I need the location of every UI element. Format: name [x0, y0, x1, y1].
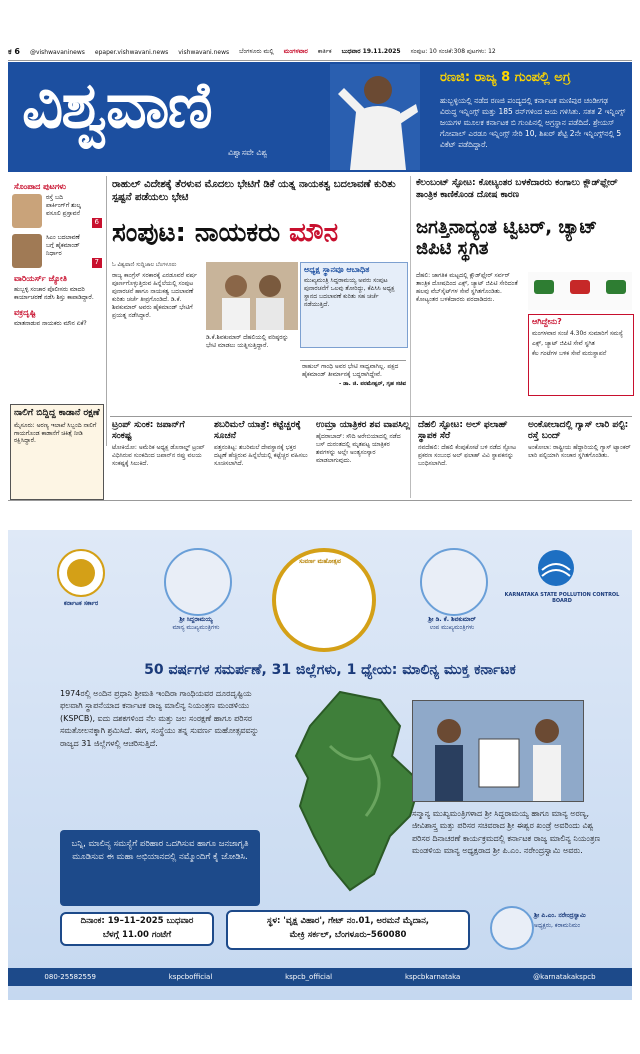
board-name: KARNATAKA STATE POLLUTION CONTROL BOARD [504, 592, 620, 604]
brief-body: ಟೋಕಿಯೋ: ಅಮೆರಿಕ ಅಧ್ಯಕ್ಷ ಡೊನಾಲ್ಡ್ ಟ್ರಂಪ್ ವಿಧಿಸಿರುವ ಸುಂಕದಿಂದ ಜಪಾನ್‌ನ ರಫ್ತು ವಲಯ ಸಂಕಷ್ಟಕ್ಕೆ ಸಿಲುಕಿದೆ. [112, 443, 205, 467]
event-date: ದಿನಾಂಕ: 19–11–2025 ಬುಧವಾರ [80, 916, 194, 926]
column-divider [410, 176, 411, 498]
lead-sidebox-title: ಅಧ್ಯಕ್ಷ ಸ್ಥಾನವೂ ಆಬಾಧಿತ [304, 265, 370, 274]
venue-line-1: ಸ್ಥಳ: 'ವೃಕ್ಷ ವಿಹಾರ', ಗೇಟ್ ನಂ.01, ಅರಮನೆ ಮೈದಾನ, [266, 916, 430, 926]
boxed-story-body: ಮೈಸೂರು: ಅರಣ್ಯ ಇಲಾಖೆ ಸಿಬ್ಬಂದಿ ನಾಲಿಗೆ ಗಾಯಗೊಂಡ ಕಾಡಾನೆಗೆ ಚಿಕಿತ್ಸೆ ನೀಡಿ ರಕ್ಷಿಸಿದ್ದಾರೆ. [14, 421, 97, 445]
venue-line-2: ಮೇಕ್ರಿ ಸರ್ಕಲ್, ಬೆಂಗಳೂರು–560080 [289, 930, 407, 940]
tagline: ವಿಶ್ವಾಸವೇ ವಿಶ್ವ [228, 148, 268, 157]
website-handle[interactable]: kspcbkarnataka [404, 973, 461, 981]
quote-text: ರಾಹುಲ್ ಗಾಂಧಿ ಅವರ ಭೇಟಿ ಸಾಧ್ಯವಾಗಿಲ್ಲ. ಪಕ್ಷದ ಹೈಕಮಾಂಡ್ ತೀರ್ಮಾನಕ್ಕೆ ಬದ್ಧರಾಗಿದ್ದೇವೆ. [302, 363, 399, 379]
page-ref-badge: 6 [92, 218, 102, 228]
site-link[interactable]: vishwavani.news [178, 48, 230, 56]
ad-footer [8, 968, 632, 986]
lead-byline: ಓ ವಿಶ್ವವಾಣಿ ಸುದ್ದಿಜಾಲ ಬೆಂಗಳೂರು [112, 262, 177, 268]
event-time: ಬೆಳಗ್ಗೆ 11.00 ಗಂಟೆಗೆ [102, 930, 172, 940]
sidebar-item-text: ಸಿಎಂ ಬದಲಾವಣೆ ಬಗ್ಗೆ ಹೈಕಮಾಂಡ್ ನಿರ್ಧಾರ [46, 234, 80, 257]
lead-photo [206, 262, 298, 330]
briefs-top-rule [110, 416, 632, 417]
twitter-handle-footer[interactable]: @karnatakakspcb [533, 973, 596, 981]
brief-story[interactable] [112, 420, 206, 498]
brief-title: ಶಬರಿಮಲೆ ಯಾತ್ರೆ: ಕಟ್ಟೆಚ್ಚರಕ್ಕೆ ಸೂಚನೆ [214, 420, 301, 441]
brief-body: ಹೈದರಾಬಾದ್: ಸೌದಿ ಅರೇಬಿಯಾದಲ್ಲಿ ನಡೆದ ಬಸ್ ದುರಂತದಲ್ಲಿ ಮೃತಪಟ್ಟ ಯಾತ್ರಿಕರ ಶವಗಳನ್ನು ಅಲ್ಲೇ ಅಂತ್ಯಸಂಸ್ಕಾರ ಮಾಡಲಾಗುವುದು. [316, 432, 401, 465]
brief-story[interactable] [316, 420, 410, 498]
date-label: ಬುಧವಾರ 19.11.2025 [341, 48, 401, 55]
ad-left-text: 1974ರಲ್ಲಿ ಅಂದಿನ ಪ್ರಧಾನಿ ಶ್ರೀಮತಿ ಇಂದಿರಾ ಗಾಂಧಿಯವರ ದೂರದೃಷ್ಟಿಯ ಫಲವಾಗಿ ಸ್ಥಾಪನೆಯಾದ ಕರ್ನಾಟಕ ರಾಜ್ಯ ಮಾಲಿನ್ಯ ನಿಯಂತ್ರಣ ಮಂಡಳಿಯು (KSPCB), ಐದು ದಶಕಗಳಿಂದ ನೆಲ ಮತ್ತು ಜಲ ಸಂರಕ್ಷಣೆ ಹಾಗೂ ಪರಿಸರ ಸಮತೋಲನಕ್ಕಾಗಿ ಶ್ರಮಿಸಿದೆ. ಈಗ, ಸಂಸ್ಥೆಯು ತನ್ನ ಸುವರ್ಣ ಮಹೋತ್ಸವವನ್ನು ರಾಜ್ಯದ 31 ಜಿಲ್ಲೆಗಳಲ್ಲಿ ಆಚರಿಸುತ್ತಿದೆ. [60, 689, 259, 748]
lead-kicker[interactable]: ರಾಹುಲ್ ವಿದೇಶಕ್ಕೆ ತೆರಳುವ ಮೊದಲು ಭೇಟಿಗೆ ಡಿಕೆ ಯತ್ನ ನಾಯಕತ್ವ ಬದಲಾವಣೆ ಕುರಿತು ಸ್ಪಷ್ಟನೆ ಪಡೆಯಲು ಭೇಟಿ [112, 179, 396, 203]
chairman-subcaption: ಅಧ್ಯಕ್ಷರು, ಕರಾಮನಿಮಂ [534, 922, 581, 929]
day-label: ಮಂಗಳವಾರ [283, 48, 308, 55]
event-photo [412, 700, 584, 802]
brief-title: ಟ್ರಂಪ್ ಸುಂಕ: ಜಪಾನ್‌ಗೆ ಸಂಕಷ್ಟ [112, 420, 185, 441]
quote-author: - ಡಾ. ಜಿ. ಪರಮೇಶ್ವರ್, ಗೃಹ ಸಚಿವ [338, 381, 406, 388]
right-headline[interactable]: ಜಗತ್ತಿನಾದ್ಯಂತ ಟ್ವಿಟರ್, ಚ್ಯಾಟ್ ಜಿಪಿಟಿ ಸ್ಥಗಿತ [416, 217, 598, 259]
volume-label: ಸಂಪುಟ: 10 ಸಂಚಿಕೆ:308 ಪುಟಗಳು: 12 [410, 48, 496, 55]
call-to-action-box: ಬನ್ನಿ, ಮಾಲಿನ್ಯ ಸಮಸ್ಯೆಗೆ ಪರಿಹಾರ ಒದಗಿಸುವ ಹಾಗೂ ಜನಜಾಗೃತಿ ಮೂಡಿಸುವ ಈ ಮಹಾ ಅಭಿಯಾನದಲ್ಲಿ ನಮ್ಮೊಂದಿಗೆ ಕೈ ಜೋಡಿಸಿ. [60, 830, 260, 906]
cm-caption: ಶ್ರೀ ಸಿದ್ದರಾಮಯ್ಯ [179, 616, 213, 623]
twitter-handle: @vishwavaninews [29, 48, 85, 56]
explainer-item: ಎಕ್ಸ್, ಚ್ಯಾಟ್ ಜಿಪಿಟಿ ಸೇವೆ ಸ್ಥಗಿತ [532, 340, 595, 348]
facebook-handle[interactable]: kspcbofficial [168, 973, 213, 981]
kspcb-logo-icon [536, 548, 576, 588]
page-ref-badge: 7 [92, 258, 102, 268]
quote-box [300, 360, 406, 409]
right-body: ದೆಹಲಿ: ಜಾಗತಿಕ ಮಟ್ಟದಲ್ಲಿ ಕ್ಲೌಡ್‌ಫ್ಲೇರ್ ಸರ್ವರ್ ತಾಂತ್ರಿಕ ದೋಷದಿಂದ ಎಕ್ಸ್, ಚ್ಯಾಟ್ ಜಿಪಿಟಿ ಸೇರಿದಂತೆ ಹಲವು ವೆಬ್‌ಸೈಟ್‌ಗಳ ಸೇವೆ ಸ್ಥಗಿತಗೊಂಡಿತು. ಕೋಟ್ಯಂತರ ಬಳಕೆದಾರರು ಪರದಾಡಿದರು. [416, 272, 518, 304]
sidebar-heading: ಸೊಂಪಾದ ಪುಟಗಳು [14, 182, 67, 191]
cm-portrait [164, 548, 232, 616]
chairman-portrait [490, 906, 534, 950]
phone-number[interactable]: 080-25582559 [44, 973, 96, 981]
brief-story[interactable] [418, 420, 522, 498]
brief-story[interactable] [214, 420, 308, 498]
person-thumbnail [12, 194, 42, 228]
lead-headline-text: ಸಂಪುಟ: ನಾಯಕರು [112, 218, 290, 248]
sidebar-text: ಹುಬ್ಬಳ್ಳಿ ಸಂಚಾರ ಪೊಲೀಸರು ಮಾದರಿ ಕಾರ್ಯಾಚರಣೆ ನಡೆಸಿ ಶಿಸ್ತು ಕಾಪಾಡಿದ್ದಾರೆ. [14, 286, 94, 301]
brief-body: ನವದೆಹಲಿ: ದೆಹಲಿ ಕೆಂಪುಕೋಟೆ ಬಳಿ ನಡೆದ ಸ್ಫೋಟ ಪ್ರಕರಣ ಸಂಬಂಧ ಅಲ್ ಫಲಾಹ್ ವಿವಿ ಸ್ಥಾಪಕನನ್ನು ಬಂಧಿಸಲಾಗಿದೆ. [418, 443, 517, 467]
explainer-item: ಕೆಲ ಗಂಟೆಗಳ ಬಳಿಕ ಸೇವೆ ಮರುಸ್ಥಾಪನೆ [532, 350, 607, 358]
karnataka-emblem-icon [56, 548, 106, 598]
cm-subcaption: ಮಾನ್ಯ ಮುಖ್ಯಮಂತ್ರಿಗಳು [172, 624, 220, 631]
ranji-body: ಹುಬ್ಬಳ್ಳಿಯಲ್ಲಿ ನಡೆದ ರಣಜಿ ಪಂದ್ಯದಲ್ಲಿ ಕರ್ನಾಟಕ ಮಣಿಪುರ ಚಂಡೀಗಢ ವಿರುದ್ಧ ಇನ್ನಿಂಗ್ಸ್ ಮತ್ತು 185 ರನ್‌ಗಳಿಂದ ಜಯ ಗಳಿಸಿತು. ಸತತ 2 ಇನ್ನಿಂಗ್ಸ್ ಜಯಗಳ ಮೂಲಕ ಕರ್ನಾಟಕ ಬಿ ಗುಂಪಿನಲ್ಲಿ ಅಗ್ರಸ್ಥಾನ ಪಡೆದಿದೆ. ಶ್ರೇಯಸ್ ಗೋಪಾಲ್ ಎರಡೂ ಇನ್ನಿಂಗ್ಸ್ ಸೇರಿ 10, ಶಿಖರ್ ಶೆಟ್ಟಿ 2ನೇ ಇನ್ನಿಂಗ್ಸ್‌ನಲ್ಲಿ 5 ವಿಕೆಟ್ ಪಡೆದಿದ್ದಾರೆ. [440, 96, 626, 149]
sidebar-item-text: ರಸ್ತೆ ಬದಿ ಪಾರ್ಕಿಂಗ್‌ಗೆ ಶುಲ್ಕ ವಸೂಲಿ ಪ್ರಸ್ತಾವನೆ [46, 194, 81, 217]
explainer-item: ಮಂಗಳವಾರ ಸಂಜೆ 4.30ರ ಸುಮಾರಿಗೆ ಸಮಸ್ಯೆ [532, 330, 624, 337]
ad-right-text: ಸನ್ಮಾನ್ಯ ಮುಖ್ಯಮಂತ್ರಿಗಳಾದ ಶ್ರೀ ಸಿದ್ದರಾಮಯ್ಯ ಹಾಗೂ ಮಾನ್ಯ ಅರಣ್ಯ, ಜೀವಿಶಾಸ್ತ್ರ ಮತ್ತು ಪರಿಸರ ಸಚಿವರಾದ ಶ್ರೀ ಈಶ್ವರ ಖಂಡ್ರೆ ಅವರಿಂದು ವಿಶ್ವ ಪರಿಸರ ದಿನಾಚರಣೆ ಕಾರ್ಯಕ್ರಮದಲ್ಲಿ ಕರ್ನಾಟಕ ರಾಜ್ಯ ಮಾಲಿನ್ಯ ನಿಯಂತ್ರಣ ಮಂಡಳಿಯ ಮಾನ್ಯ ಅಧ್ಯಕ್ಷರಾದ ಶ್ರೀ ಪಿ.ಎಂ. ನರೇಂದ್ರಸ್ವಾಮಿ ಅವರು. [412, 809, 601, 856]
brief-title: ಉಮ್ರಾ ಯಾತ್ರಿಕರ ಶವ ವಾಪಸಿಲ್ಲ [316, 420, 410, 430]
sidebar-item[interactable] [12, 194, 102, 228]
instagram-handle[interactable]: kspcb_official [285, 973, 333, 981]
explainer-box [528, 314, 634, 396]
lead-body: ರಾಜ್ಯ ಕಾಂಗ್ರೆಸ್ ಸರಕಾರಕ್ಕೆ ಎರಡೂವರೆ ವರ್ಷ ಪೂರ್ಣಗೊಳ್ಳುತ್ತಿರುವ ಹಿನ್ನೆಲೆಯಲ್ಲಿ ಸಂಪುಟ ಪುನಾರಚನೆ ಹಾಗೂ ನಾಯಕತ್ವ ಬದಲಾವಣೆ ಕುರಿತು ಚರ್ಚೆ ತೀವ್ರಗೊಂಡಿದೆ. ಡಿ.ಕೆ. ಶಿವಕುಮಾರ್ ಅವರು ಹೈಕಮಾಂಡ್ ಭೇಟಿಗೆ ಪ್ರಯತ್ನ ನಡೆಸಿದ್ದಾರೆ. [112, 272, 197, 320]
sidebar-item[interactable] [12, 234, 102, 268]
epaper-link[interactable]: epaper.vishwavani.news [94, 48, 169, 56]
chairman-caption: ಶ್ರೀ ಪಿ.ಎಂ. ನರೇಂದ್ರಸ್ವಾಮಿ [534, 912, 586, 919]
lead-sidebox-body: ಮುಖ್ಯಮಂತ್ರಿ ಸಿದ್ದರಾಮಯ್ಯ ಅವರು ಸಂಪುಟ ಪುನಾರಚನೆಗೆ ಒಲವು ತೋರಿದ್ದು, ಕೆಪಿಸಿಸಿ ಅಧ್ಯಕ್ಷ ಸ್ಥಾನದ ಬದಲಾವಣೆ ಕುರಿತು ಸಹ ಚರ್ಚೆ ನಡೆಯುತ್ತಿದೆ. [304, 277, 395, 309]
right-kicker[interactable]: ಕೆಲಂಬಂಟ್ ಸ್ಫೋಟ: ಕೋಟ್ಯಂತರ ಬಳಕೆದಾರರು ಕಂಗಾಲು ಕ್ಲೌಡ್‌ಫ್ಲೇರ್ ತಾಂತ್ರಿಕ ಕಾಣಿಕೊಂಡ ದೋಷ ಕಾರಣ [416, 178, 618, 200]
top-bar [8, 44, 632, 61]
section-divider [8, 500, 632, 501]
lead-body-cont: ಡಿ.ಕೆ.ಶಿವಕುಮಾರ್ ದೆಹಲಿಯಲ್ಲಿ ವರಿಷ್ಠರನ್ನು ಭೇಟಿ ಮಾಡಲು ಯತ್ನಿಸುತ್ತಿದ್ದಾರೆ. [206, 334, 289, 350]
ranji-headline: ರಣಜಿ: ರಾಜ್ಯ 8 ಗುಂಪಲ್ಲಿ ಅಗ್ರ [440, 70, 571, 85]
city-label: ಬೆಂಗಳೂರು ಮಲ್ಲಿ [239, 48, 274, 55]
app-icons-graphic [528, 272, 632, 310]
page-number: ಕ 6 [8, 47, 20, 56]
seal-text: ಸುವರ್ಣ ಮಹೋತ್ಸವ [299, 558, 341, 565]
event-venue-box [226, 910, 470, 950]
explainer-title: ಆಗಿದ್ದೇನು? [532, 317, 562, 326]
newspaper-logo: ವಿಶ್ವವಾಣಿ [22, 69, 211, 143]
lead-headline-emphasis: ಮೌನ [289, 218, 339, 248]
emblem-caption: ಕರ್ನಾಟಕ ಸರ್ಕಾರ [63, 600, 99, 607]
brief-body: ಅಂಕೋಲಾ: ರಾಷ್ಟ್ರೀಯ ಹೆದ್ದಾರಿಯಲ್ಲಿ ಗ್ಯಾಸ್ ಟ್ಯಾಂಕರ್ ಲಾರಿ ಪಲ್ಟಿಯಾಗಿ ಸಂಚಾರ ಸ್ಥಗಿತಗೊಂಡಿತು. [528, 443, 631, 459]
lead-sidebox [300, 262, 408, 348]
cricketer-photo [330, 64, 420, 170]
boxed-story-title: ನಾಲಿಗೆ ಬಿದ್ದಿದ್ದ ಕಾಡಾನೆ ರಕ್ಷಣೆ [14, 408, 100, 418]
brief-title: ಅಂಕೋಲಾದಲ್ಲಿ ಗ್ಯಾಸ್ ಲಾರಿ ಪಲ್ಟಿ: ರಸ್ತೆ ಬಂದ್ [528, 420, 629, 441]
lead-headline[interactable] [112, 220, 412, 246]
sidebar-heading: ವಕ್ರದೃಷ್ಟಿ [14, 307, 36, 317]
edition-label: ಕಾರ್ತಿಕ [317, 48, 332, 55]
brief-body: ಪತ್ತನಂತಿಟ್ಟ: ಶಬರಿಮಲೆ ದೇವಸ್ಥಾನಕ್ಕೆ ಭಕ್ತರ ದಟ್ಟಣೆ ಹೆಚ್ಚಿರುವ ಹಿನ್ನೆಲೆಯಲ್ಲಿ ಕಟ್ಟೆಚ್ಚರ ವಹಿಸಲು ಸೂಚಿಸಲಾಗಿದೆ. [214, 443, 308, 467]
dcm-subcaption: ಉಪ ಮುಖ್ಯಮಂತ್ರಿಗಳು [429, 624, 475, 631]
brief-story[interactable] [528, 420, 632, 498]
sidebar-text: ಮಾತನಾಡುವ ನಾಯಕರು ಮೌನ ಏಕೆ? [14, 319, 87, 327]
sidebar-boxed-story[interactable] [10, 404, 104, 500]
person-thumbnail [12, 234, 42, 268]
ad-headline: 50 ವರ್ಷಗಳ ಸಮರ್ಪಣೆ, 31 ಜಿಲ್ಲೆಗಳು, 1 ಧ್ಯೇಯ: ಮಾಲಿನ್ಯ ಮುಕ್ತ ಕರ್ನಾಟಕ [144, 662, 516, 678]
brief-title: ದೆಹಲಿ ಸ್ಫೋಟ: ಅಲ್ ಫಲಾಹ್ ಸ್ಥಾಪಕ ಸೆರೆ [418, 420, 508, 441]
dcm-caption: ಶ್ರೀ ಡಿ. ಕೆ. ಶಿವಕುಮಾರ್ [428, 616, 476, 623]
event-date-box [60, 912, 214, 946]
sidebar-heading: ವಾರಿಯರ್ಸ್ ಜ್ಯೋತಿ [14, 274, 67, 283]
dcm-portrait [420, 548, 488, 616]
